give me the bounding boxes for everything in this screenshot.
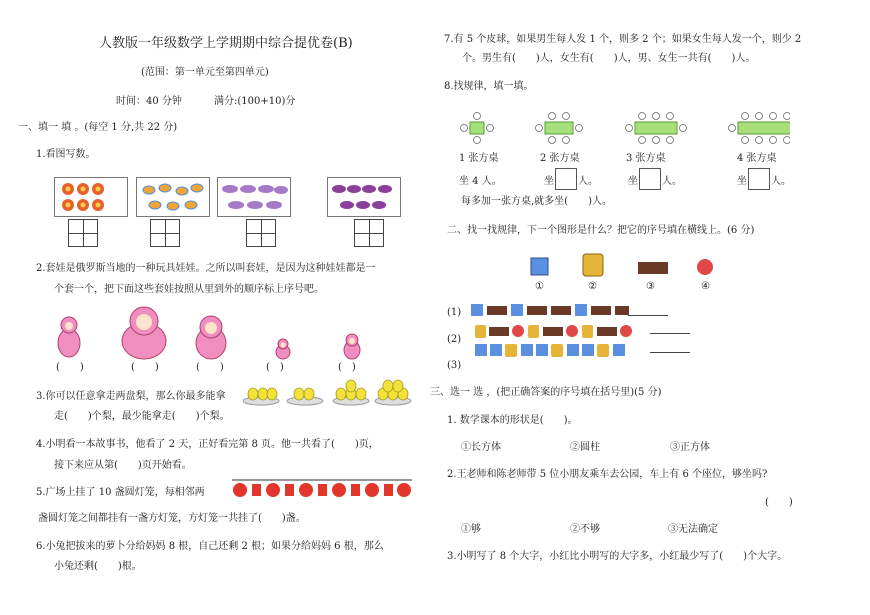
answer-grid[interactable] [246, 219, 276, 247]
doll-blank-1[interactable]: ( ) [56, 362, 84, 373]
doll-blank-3[interactable]: ( ) [196, 362, 224, 373]
question-8: 8.找规律，填一填。 [444, 81, 534, 92]
lanterns-illustration [232, 477, 412, 501]
shape-options-illustration [528, 250, 718, 280]
pattern-row-1 [469, 302, 629, 318]
answer-line-2[interactable] [650, 333, 690, 334]
table-label-2: 2 张方桌 [540, 153, 580, 164]
shape-label-1: ① [535, 281, 544, 292]
table-label-1: 1 张方桌 [459, 153, 499, 164]
choice-1-option-1[interactable]: ①长方体 [461, 442, 501, 453]
question-3-line-2: 走( )个梨，最少能拿走( )个梨。 [54, 411, 230, 422]
question-7-line-1: 7.有 5 个皮球，如果男生每人发 1 个，则多 2 个；如果女生每人发一个，则少 2 [444, 34, 802, 45]
choice-2-option-1[interactable]: ①够 [461, 524, 481, 535]
question-4-line-2: 接下来应从第( )页开始看。 [54, 460, 192, 471]
answer-grid[interactable] [150, 219, 180, 247]
seat-unit-4: 人。 [771, 176, 791, 187]
question-2-line-1: 2.套娃是俄罗斯当地的一种玩具娃娃。之所以叫套娃，是因为这种娃娃都是一 [36, 263, 376, 274]
answer-grid[interactable] [354, 219, 384, 247]
row-label-2: (2) [447, 334, 462, 345]
shape-label-4: ④ [701, 281, 710, 292]
table-seat-4: 坐 [737, 176, 747, 187]
bird-picture [136, 177, 210, 217]
exam-score: 满分:(100+10)分 [214, 96, 296, 107]
question-1: 1.看图写数。 [36, 149, 96, 160]
butterfly-picture [217, 177, 291, 217]
section-1-heading: 一、填一 填 。(每空 1 分,共 22 分) [18, 122, 178, 133]
answer-grid[interactable] [68, 219, 98, 247]
question-8-tail: 每多加一张方桌,就多坐( )人。 [461, 196, 612, 207]
seat-unit-3: 人。 [662, 176, 682, 187]
table-seat-2: 坐 [544, 176, 554, 187]
question-2-line-2: 个套一个，把下面这些套娃按照从里到外的顺序标上序号吧。 [54, 284, 324, 295]
doll-blank-2[interactable]: ( ) [131, 362, 159, 373]
table-label-3: 3 张方桌 [626, 153, 666, 164]
choice-2-option-2[interactable]: ②不够 [570, 524, 600, 535]
choice-2-option-3[interactable]: ③无法确定 [668, 524, 718, 535]
choice-1-option-2[interactable]: ②圆柱 [570, 442, 600, 453]
choice-question-3: 3.小明写了 8 个大字，小红比小明写的大字多，小红最少写了( )个大字。 [447, 551, 788, 562]
question-4-line-1: 4.小明看一本故事书，他看了 2 天，正好看完第 8 页。他一共看了( )页， [36, 439, 379, 450]
nesting-dolls-illustration [56, 305, 386, 361]
table-seat-3: 坐 [628, 176, 638, 187]
eggplant-picture [327, 177, 401, 217]
tables-pattern-illustration [460, 112, 790, 146]
section-3-heading: 三、选一 选 ，(把正确答案的序号填在括号里)(5 分) [430, 387, 662, 398]
answer-line-1[interactable] [628, 315, 668, 316]
shape-label-3: ③ [646, 281, 655, 292]
question-5-line-2: 盏圆灯笼之间都挂有一盏方灯笼，方灯笼一共挂了( )盏。 [38, 513, 306, 524]
seat-unit-2: 人。 [578, 176, 598, 187]
seat-answer-box[interactable] [639, 168, 661, 190]
choice-question-1: 1. 数学课本的形状是( )。 [447, 415, 578, 426]
row-label-3: (3) [447, 360, 462, 371]
seat-answer-box[interactable] [748, 168, 770, 190]
seat-answer-box[interactable] [555, 168, 577, 190]
pattern-row-2 [473, 323, 658, 339]
choice-2-answer-paren[interactable]: ( ) [765, 497, 793, 508]
section-2-heading: 二、找一找规律，下一个图形是什么？把它的序号填在横线上。(6 分) [447, 225, 755, 236]
choice-question-2: 2.王老师和陈老师带 5 位小朋友乘车去公园，车上有 6 个座位，够坐吗? [447, 469, 768, 480]
flower-picture [54, 177, 128, 217]
table-seat-1: 坐 4 人。 [459, 176, 502, 187]
question-5-line-1: 5.广场上挂了 10 盏圆灯笼，每相邻两 [36, 487, 205, 498]
shape-label-2: ② [588, 281, 597, 292]
pattern-row-3 [473, 342, 633, 358]
answer-line-3[interactable] [650, 352, 690, 353]
row-label-1: (1) [447, 307, 462, 318]
question-6-line-1: 6.小兔把拔来的萝卜分给妈妈 8 根，自己还剩 2 根；如果分给妈妈 6 根，那么 [36, 541, 384, 552]
doll-blank-4[interactable]: ( ) [266, 362, 284, 373]
question-3-line-1: 3.你可以任意拿走两盘梨，那么你最多能拿 [36, 391, 226, 402]
page-title: 人教版一年级数学上学期期中综合提优卷(B) [99, 36, 353, 51]
exam-time: 时间：40 分钟 [116, 96, 182, 107]
choice-1-option-3[interactable]: ③正方体 [670, 442, 710, 453]
table-label-4: 4 张方桌 [737, 153, 777, 164]
question-6-line-2: 小兔还剩( )根。 [54, 561, 142, 572]
pear-plates-illustration [243, 377, 413, 407]
doll-blank-5[interactable]: ( ) [338, 362, 356, 373]
exam-range: (范围：第一单元至第四单元) [141, 67, 269, 78]
question-7-line-2: 个。男生有( )人，女生有( )人，男、女生一共有( )人。 [462, 53, 756, 64]
